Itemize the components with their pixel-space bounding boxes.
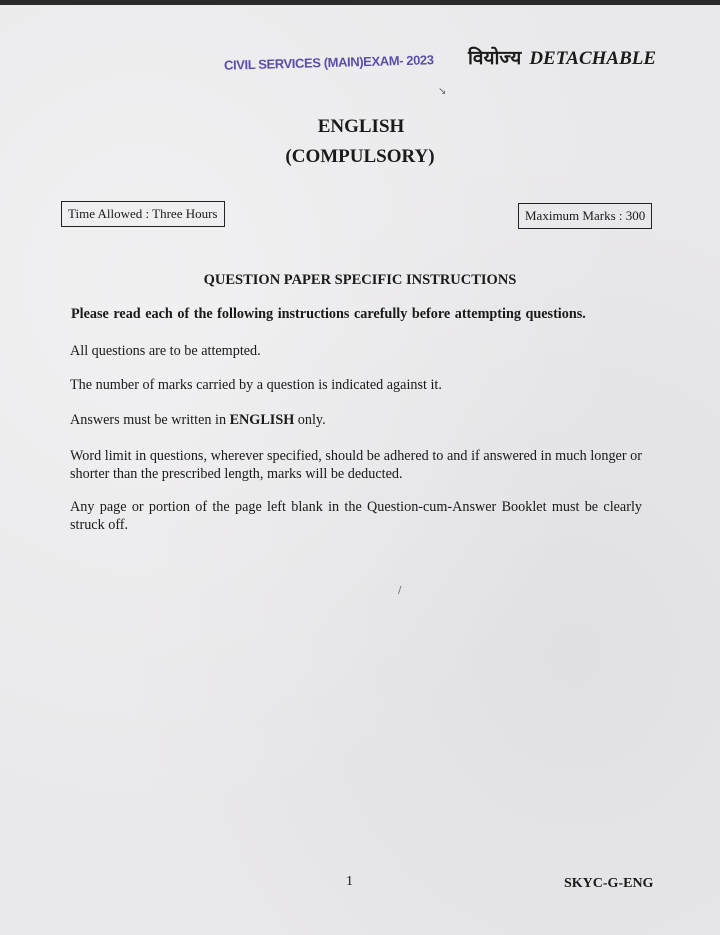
instruction-item-3 [70, 411, 642, 429]
page-number: 1 [346, 874, 353, 889]
page-top-edge [0, 0, 720, 5]
instructions-lead: Please read each of the following instructions carefully before attempting questions. [71, 306, 586, 322]
detachable-english: DETACHABLE [529, 48, 657, 69]
pen-mark: / [398, 585, 402, 596]
time-allowed-box: Time Allowed : Three Hours [61, 201, 225, 227]
paper-code: SKYC-G-ENG [564, 876, 654, 891]
instruction-item-2: The number of marks carried by a question is indicated against it. [70, 377, 442, 393]
instruction-item-3-post: only. [294, 412, 326, 428]
subject-type: (COMPULSORY) [285, 146, 435, 167]
instruction-item-3-pre: Answers must be written in [70, 412, 230, 428]
detachable-hindi: वियोज्य [468, 47, 522, 69]
detachable-label [468, 44, 656, 70]
exam-stamp: CIVIL SERVICES (MAIN)EXAM- 2023 [223, 52, 434, 73]
maximum-marks-box: Maximum Marks : 300 [518, 203, 652, 229]
subject-title: ENGLISH [317, 116, 405, 137]
instruction-item-1: All questions are to be attempted. [70, 343, 261, 359]
instruction-item-3-language: ENGLISH [229, 412, 295, 428]
pen-mark: ↘ [438, 86, 447, 97]
instructions-heading: QUESTION PAPER SPECIFIC INSTRUCTIONS [203, 272, 517, 288]
instruction-item-5: Any page or portion of the page left blank in the Question-cum-Answer Booklet must be clearly struck off. [70, 499, 642, 533]
instruction-item-4: Word limit in questions, wherever specified, should be adhered to and if answered in much longer or shorter than the prescribed length, marks will be deducted. [70, 448, 642, 482]
